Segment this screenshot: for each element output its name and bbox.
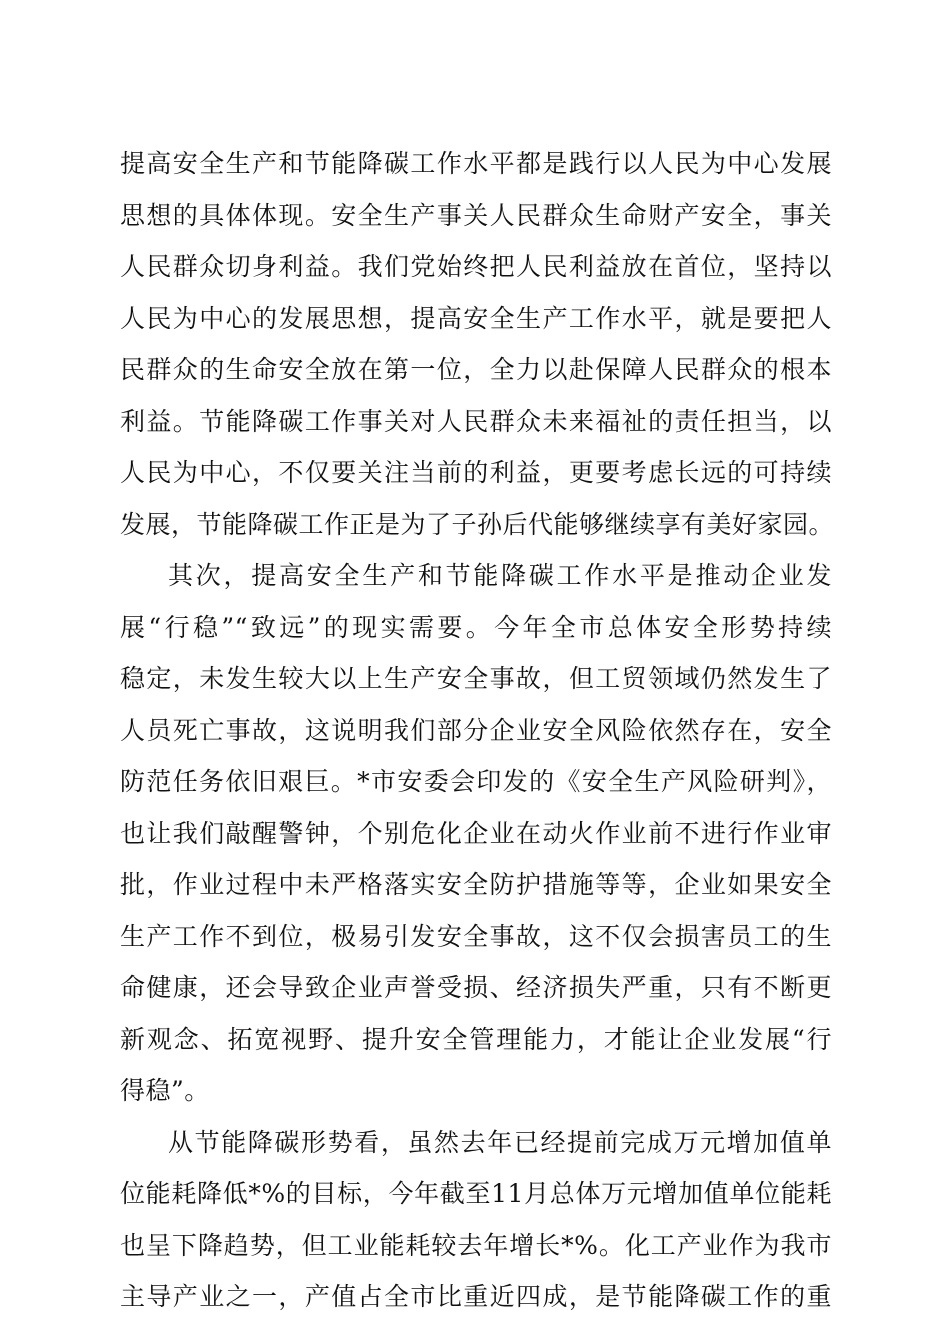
paragraph-start-line: 从节能降碳形势看，虽然去年已经提前完成万元增加值单: [168, 1127, 832, 1157]
text-line: 利益。节能降碳工作事关对人民群众未来福祉的责任担当，以: [120, 406, 832, 436]
text-line: 民群众的生命安全放在第一位，全力以赴保障人民群众的根本: [120, 355, 832, 384]
text-line: 生产工作不到位，极易引发安全事故，这不仅会损害员工的生: [120, 921, 832, 951]
text-line: 人民群众切身利益。我们党始终把人民利益放在首位，坚持以: [120, 252, 832, 281]
paragraph-end-line: 得稳”。: [120, 1076, 210, 1105]
text-line: 新观念、拓宽视野、提升安全管理能力，才能让企业发展“行: [120, 1024, 832, 1054]
text-line: 稳定，未发生较大以上生产安全事故，但工贸领域仍然发生了: [120, 664, 832, 693]
text-line: 批，作业过程中未严格落实安全防护措施等等，企业如果安全: [120, 870, 832, 899]
text-line: 展“行稳”“致远”的现实需要。今年全市总体安全形势持续: [120, 612, 832, 642]
text-line: 主导产业之一，产值占全市比重近四成，是节能降碳工作的重: [120, 1282, 832, 1311]
text-line: 人民为中心，不仅要关注当前的利益，更要考虑长远的可持续: [120, 458, 832, 487]
text-line: 防范任务依旧艰巨。*市安委会印发的《安全生产风险研判》，: [120, 767, 832, 796]
text-line: 思想的具体体现。安全生产事关人民群众生命财产安全，事关: [120, 200, 832, 230]
text-line: 也呈下降趋势，但工业能耗较去年增长*%。化工产业作为我市: [120, 1230, 832, 1260]
text-line: 也让我们敲醒警钟，个别危化企业在动火作业前不进行作业审: [120, 818, 832, 848]
text-line: 命健康，还会导致企业声誉受损、经济损失严重，只有不断更: [120, 973, 832, 1002]
paragraph-start-line: 其次，提高安全生产和节能降碳工作水平是推动企业发: [168, 561, 832, 590]
text-line: 位能耗降低*%的目标，今年截至11月总体万元增加值单位能耗: [120, 1179, 832, 1208]
text-line: 人民为中心的发展思想，提高安全生产工作水平，就是要把人: [120, 303, 832, 333]
text-line: 提高安全生产和节能降碳工作水平都是践行以人民为中心发展: [120, 149, 832, 178]
text-line: 发展，节能降碳工作正是为了子孙后代能够继续享有美好家园。: [120, 509, 835, 539]
text-line: 人员死亡事故，这说明我们部分企业安全风险依然存在，安全: [120, 715, 832, 745]
body-text: [120, 138, 835, 1323]
